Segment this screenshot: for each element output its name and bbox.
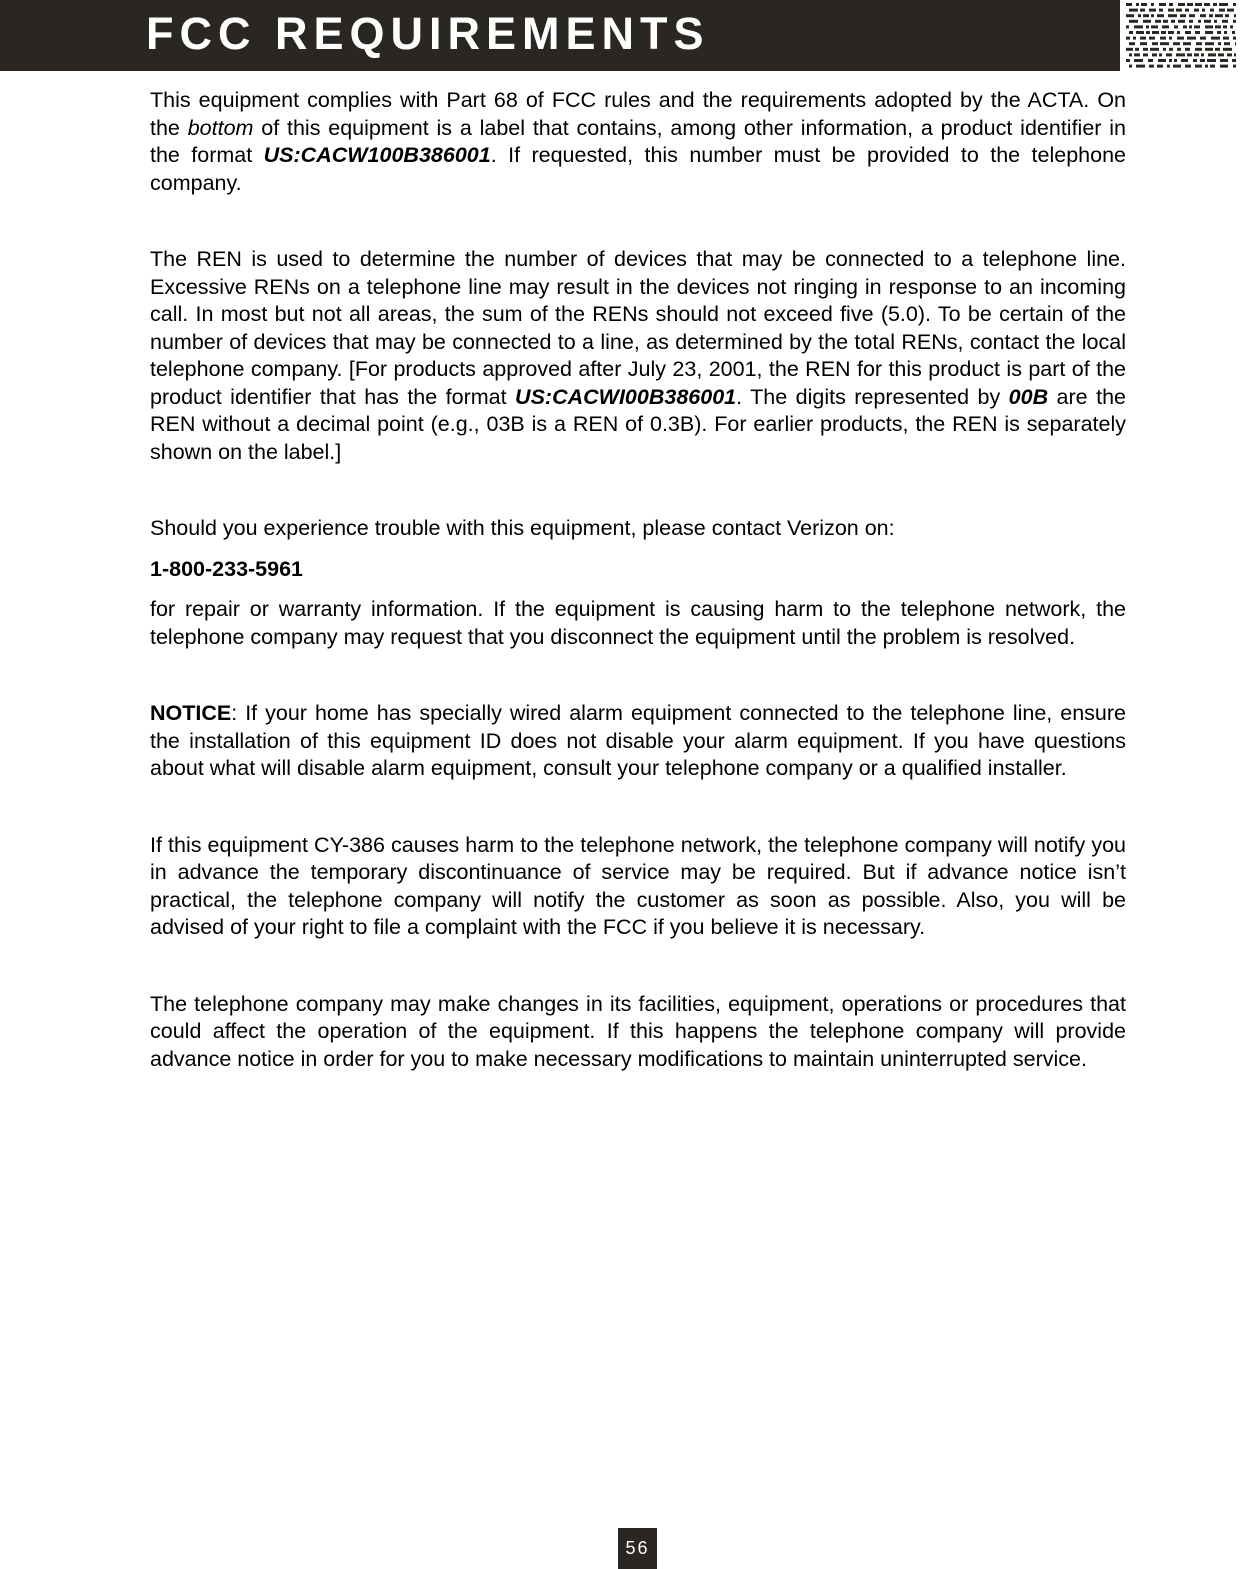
pattern-dash xyxy=(1157,65,1163,68)
pattern-dash xyxy=(1183,42,1191,45)
pattern-dash xyxy=(1126,25,1129,28)
main-content xyxy=(150,87,1126,1073)
pattern-dash xyxy=(1213,3,1217,6)
paragraph-repair: for repair or warranty information. If the equipment is causing harm to the telephone network, the telephone company may request that you disconnect the equipment until the problem is resolved. xyxy=(150,597,1126,649)
pattern-dash xyxy=(1187,3,1193,6)
pattern-dash xyxy=(1151,25,1158,28)
pattern-dash xyxy=(1135,48,1139,51)
pattern-dash xyxy=(1193,59,1197,62)
pattern-dash xyxy=(1201,53,1204,56)
pattern-dash xyxy=(1140,9,1145,12)
pattern-dash xyxy=(1178,20,1185,23)
pattern-dash xyxy=(1194,53,1199,56)
pattern-dash xyxy=(1126,48,1133,51)
notice-label: NOTICE xyxy=(150,701,232,725)
header-bar xyxy=(0,0,1120,71)
paragraph-changes: The telephone company may make changes in its facilities, equipment, operations or procedures that could affect the operation of the equipment. If this happens the telephone company will provide advance notice in order for you to make necessary modifications to maintain uninterrupted service. xyxy=(150,991,1126,1071)
pattern-dash xyxy=(1168,14,1177,17)
pattern-dash xyxy=(1181,59,1188,62)
pattern-dash xyxy=(1214,20,1217,23)
pattern-dash xyxy=(1194,25,1200,28)
paragraph-label-info: This equipment complies with Part 68 of FCC rules and the requirements adopted by the ACTA. On the bottom of this equipment is a label that contains, among other information, a product identifier in the format US:CACW100B386001. If requested, this number must be provided to the telephone company. xyxy=(150,88,1127,195)
pattern-dash xyxy=(1215,25,1221,28)
pattern-dash xyxy=(1174,59,1177,62)
pattern-dash xyxy=(1126,14,1134,17)
pattern-dash xyxy=(1198,20,1201,23)
pattern-dash xyxy=(1138,14,1141,17)
pattern-dash xyxy=(1232,59,1236,62)
pattern-dash xyxy=(1176,53,1185,56)
pattern-dash xyxy=(1126,37,1130,40)
pattern-dash xyxy=(1129,65,1132,68)
pattern-dash xyxy=(1225,14,1229,17)
pattern-dash xyxy=(1158,59,1166,62)
pattern-dash xyxy=(1140,42,1147,45)
pattern-dash xyxy=(1163,20,1168,23)
pattern-dash xyxy=(1133,37,1136,40)
pattern-dash xyxy=(1152,31,1159,34)
pattern-dash xyxy=(1209,14,1213,17)
pattern-dash xyxy=(1173,42,1180,45)
pattern-dash xyxy=(1230,25,1233,28)
pattern-dash xyxy=(1210,65,1215,68)
decorative-pattern xyxy=(1120,0,1240,71)
paragraph-contact: Should you experience trouble with this equipment, please contact Verizon on: xyxy=(150,516,895,540)
pattern-dash xyxy=(1205,25,1213,28)
pattern-dash xyxy=(1146,31,1150,34)
pattern-dash xyxy=(1219,9,1225,12)
pattern-dash xyxy=(1140,37,1146,40)
pattern-dash xyxy=(1160,42,1169,45)
pattern-dash xyxy=(1129,31,1133,34)
pattern-dash xyxy=(1162,25,1169,28)
pattern-dash xyxy=(1187,53,1192,56)
pattern-dash xyxy=(1136,31,1144,34)
pattern-dash xyxy=(1218,53,1224,56)
pattern-dash xyxy=(1150,48,1159,51)
pattern-dash xyxy=(1159,9,1163,12)
pattern-dash xyxy=(1185,48,1190,51)
pattern-dash xyxy=(1163,48,1166,51)
pattern-dash xyxy=(1220,65,1228,68)
pattern-dash xyxy=(1169,37,1172,40)
pattern-dash xyxy=(1223,37,1229,40)
pattern-dash xyxy=(1183,25,1187,28)
pattern-dash xyxy=(1169,48,1173,51)
pattern-dash xyxy=(1223,25,1227,28)
pattern-dash xyxy=(1222,20,1228,23)
pattern-dash xyxy=(1210,9,1214,12)
pattern-dash xyxy=(1129,42,1135,45)
pattern-dash xyxy=(1205,48,1213,51)
pattern-dash xyxy=(1134,53,1140,56)
pattern-dash xyxy=(1152,42,1158,45)
page-title: FCC REQUIREMENTS xyxy=(146,8,710,59)
pattern-dash xyxy=(1143,20,1151,23)
pattern-dash xyxy=(1204,3,1210,6)
pattern-dash xyxy=(1134,25,1143,28)
pattern-dash xyxy=(1189,14,1195,17)
pattern-dash xyxy=(1200,14,1206,17)
pattern-dash xyxy=(1129,9,1138,12)
pattern-dash xyxy=(1223,48,1232,51)
pattern-dash xyxy=(1178,3,1185,6)
pattern-dash xyxy=(1200,59,1205,62)
pattern-dash xyxy=(1200,37,1206,40)
pattern-dash xyxy=(1204,20,1211,23)
pattern-dash xyxy=(1224,42,1230,45)
pattern-dash xyxy=(1196,42,1202,45)
pattern-dash xyxy=(1187,37,1196,40)
pattern-dash xyxy=(1149,65,1154,68)
pattern-dash xyxy=(1143,14,1149,17)
pattern-dash xyxy=(1180,14,1186,17)
support-phone-number: 1-800-233-5961 xyxy=(150,556,304,581)
pattern-dash xyxy=(1205,65,1208,68)
pattern-dash xyxy=(1195,65,1202,68)
pattern-dash xyxy=(1194,9,1199,12)
ren-digits: 00B xyxy=(1008,384,1049,409)
product-identifier: US:CACW100B386001 xyxy=(263,143,491,167)
pattern-dash xyxy=(1134,59,1143,62)
pattern-dash xyxy=(1168,9,1174,12)
pattern-dash xyxy=(1227,9,1234,12)
pattern-dash xyxy=(1159,3,1166,6)
pattern-dash xyxy=(1207,59,1216,62)
pattern-dash xyxy=(1146,25,1149,28)
pattern-dash xyxy=(1227,53,1232,56)
pattern-dash xyxy=(1211,37,1220,40)
pattern-dash xyxy=(1143,48,1148,51)
pattern-dash xyxy=(1215,14,1223,17)
pattern-dash xyxy=(1168,31,1174,34)
pattern-dash xyxy=(1149,9,1156,12)
pattern-dash xyxy=(1151,14,1154,17)
pattern-dash xyxy=(1219,3,1228,6)
pattern-dash xyxy=(1159,53,1162,56)
pattern-dash xyxy=(1143,53,1148,56)
product-identifier-ren: US:CACWI00B386001 xyxy=(515,384,737,409)
pattern-dash xyxy=(1189,20,1193,23)
pattern-dash xyxy=(1148,59,1153,62)
pattern-dash xyxy=(1208,53,1216,56)
pattern-dash xyxy=(1234,53,1236,56)
paragraph-ren: The REN is used to determine the number of devices that may be connected to a telephone line. Excessive RENs on a telephone line may result in the devices not ringing in response to an incoming call. In most but not all areas, the sum of the RENs should not exceed five (5.0). To be certain of the number of devices that may be connected to a line, as determined by the total RENs, contact the local telephone company. [For products approved after July 23, 2001, the REN for this product is part of the product identifier that has the format US:CACWI00B386001. The digits represented by 00B are the REN without a decimal point (e.g., 03B is a REN of 0.3B). For earlier products, the REN is separately shown on the label.] xyxy=(150,247,1126,464)
pattern-dash xyxy=(1177,48,1181,51)
pattern-dash xyxy=(1205,42,1214,45)
paragraph-notice: NOTICE: If your home has specially wired alarm equipment connected to the telephone line, ensure the installation of this equipment ID does not disable your alarm equipment. If you have questions about what will disable alarm equipment, consult your telephone company or a qualified installer. xyxy=(150,701,1126,780)
pattern-dash xyxy=(1169,3,1173,6)
pattern-dash xyxy=(1167,65,1170,68)
pattern-dash xyxy=(1173,65,1181,68)
pattern-dash xyxy=(1233,20,1236,23)
pattern-graphic xyxy=(1120,0,1240,71)
pattern-dash xyxy=(1166,53,1172,56)
pattern-dash xyxy=(1185,65,1191,68)
pattern-dash xyxy=(1129,53,1132,56)
pattern-dash xyxy=(1151,3,1154,6)
pattern-dash xyxy=(1155,20,1161,23)
pattern-dash xyxy=(1235,42,1236,45)
pattern-dash xyxy=(1185,9,1189,12)
pattern-dash xyxy=(1189,25,1192,28)
pattern-dash xyxy=(1177,31,1180,34)
pattern-dash xyxy=(1176,9,1182,12)
pattern-dash xyxy=(1195,31,1200,34)
pattern-dash xyxy=(1195,3,1202,6)
pattern-dash xyxy=(1205,31,1213,34)
pattern-dash xyxy=(1136,3,1139,6)
pattern-dash xyxy=(1177,37,1184,40)
pattern-dash xyxy=(1174,25,1178,28)
pattern-dash xyxy=(1232,31,1235,34)
pattern-dash xyxy=(1218,42,1221,45)
pattern-dash xyxy=(1185,31,1191,34)
pattern-dash xyxy=(1224,31,1227,34)
pattern-dash xyxy=(1149,37,1155,40)
pattern-dash xyxy=(1202,9,1205,12)
pattern-dash xyxy=(1171,20,1175,23)
pattern-dash xyxy=(1169,59,1172,62)
pattern-dash xyxy=(1141,3,1147,6)
pattern-dash xyxy=(1234,14,1236,17)
page-number: 56 xyxy=(618,1528,657,1569)
pattern-dash xyxy=(1161,31,1166,34)
pattern-dash xyxy=(1126,3,1132,6)
pattern-dash xyxy=(1136,65,1145,68)
pattern-dash xyxy=(1233,65,1236,68)
pattern-dash xyxy=(1157,14,1164,17)
pattern-dash xyxy=(1195,48,1202,51)
pattern-dash xyxy=(1217,31,1221,34)
pattern-dash xyxy=(1220,59,1228,62)
pattern-dash xyxy=(1152,53,1157,56)
pattern-dash xyxy=(1129,20,1138,23)
pattern-dash xyxy=(1233,3,1236,6)
pattern-dash xyxy=(1233,37,1236,40)
paragraph-harm: If this equipment CY-386 causes harm to the telephone network, the telephone company will notify you in advance the temporary discontinuance of service may be required. But if advance notice isn’t practical, the telephone company will notify the customer as soon as possible. Also, you will be advised of your right to file a complaint with the FCC if you believe it is necessary. xyxy=(150,832,1126,939)
pattern-dash xyxy=(1215,48,1220,51)
pattern-dash xyxy=(1160,37,1166,40)
pattern-dash xyxy=(1126,59,1130,62)
